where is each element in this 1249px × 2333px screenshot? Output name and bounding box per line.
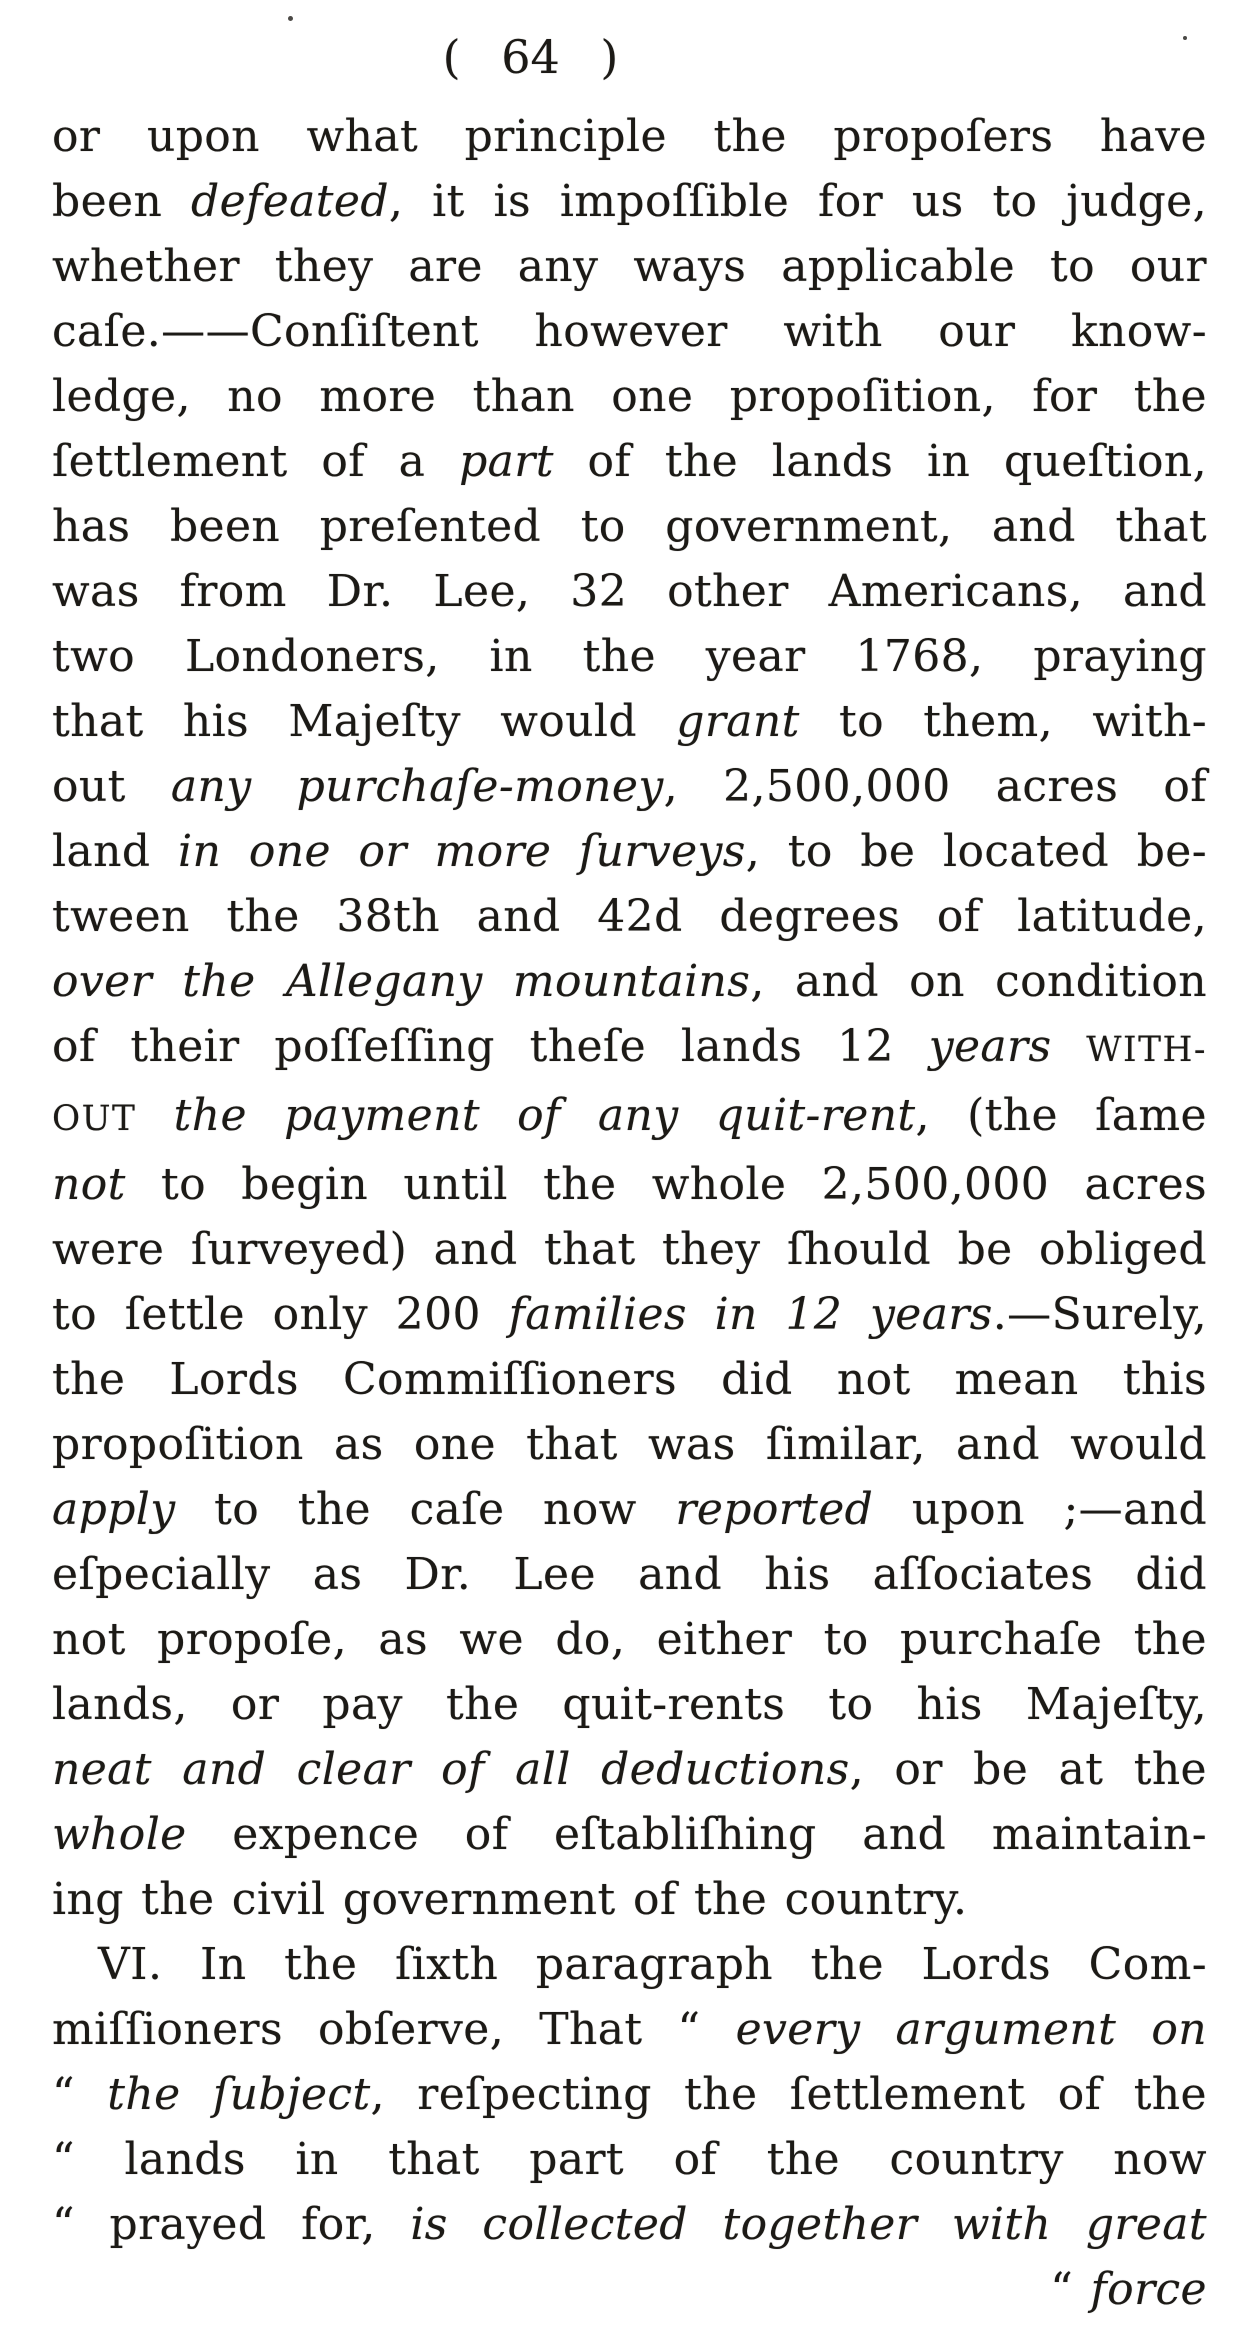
text-segment-normal: not propoſe, as we do, either to purchaſe the (52, 1614, 1207, 1665)
text-segment-normal: ing the civil government of the country. (52, 1874, 968, 1925)
text-segment-italic: in one or more ſurveys (178, 826, 746, 877)
text-segment-normal: to ſettle only 200 (52, 1289, 509, 1340)
text-segment-normal: .—Surely, (992, 1289, 1207, 1340)
text-segment-italic: any purchaſe-money (170, 761, 664, 812)
text-line (52, 1083, 1207, 1152)
text-segment-smallcaps: WITH- (1086, 1030, 1208, 1070)
text-line (52, 364, 1207, 429)
text-segment-normal: two Londoners, in the year 1768, praying (52, 631, 1207, 682)
text-segment-italic: is collected together with great (410, 2199, 1207, 2250)
text-segment-normal: eſpecially as Dr. Lee and his aſſociates did (52, 1549, 1207, 1600)
text-line (52, 299, 1207, 364)
text-line (52, 1152, 1207, 1217)
text-line (52, 819, 1207, 884)
text-segment-normal: , and on condition (750, 956, 1207, 1007)
text-segment-normal: VI. In the ſixth paragraph the Lords Com- (98, 1939, 1207, 1990)
text-segment-italic: defeated (191, 176, 389, 227)
text-segment-normal: , it is impoſſible for us to judge, (388, 176, 1207, 227)
text-line (52, 1997, 1207, 2062)
text-line (52, 1217, 1207, 1282)
text-segment-normal: , 2,500,000 acres of (663, 761, 1207, 812)
text-segment-normal: were ſurveyed) and that they ſhould be obliged (52, 1224, 1207, 1275)
text-line (52, 689, 1207, 754)
text-line (52, 2127, 1207, 2192)
text-line (52, 1542, 1207, 1607)
text-segment-normal: expence of eſtabliſhing and maintain- (186, 1809, 1207, 1860)
text-segment-italic: years (928, 1021, 1052, 1072)
text-line (52, 1737, 1207, 1802)
text-segment-normal: , reſpecting the ſettlement of the (370, 2069, 1207, 2120)
text-block (0, 104, 1249, 2322)
text-line (52, 1477, 1207, 1542)
text-segment-normal: , (the ſame (915, 1090, 1207, 1141)
text-segment-normal: propoſition as one that was ſimilar, and would (52, 1419, 1207, 1470)
text-segment-normal: , to be located be- (745, 826, 1208, 877)
text-segment-italic: neat and clear of all deductions (52, 1744, 850, 1795)
text-segment-normal: whether they are any ways applicable to our (52, 241, 1207, 292)
text-segment-normal: has been preſented to government, and that (52, 501, 1207, 552)
catchword-line (52, 2257, 1207, 2322)
text-segment-normal: to them, with- (799, 696, 1207, 747)
text-segment-normal: ledge, no more than one propoſition, for the (52, 371, 1207, 422)
text-segment-normal: land (52, 826, 179, 877)
text-line (52, 2062, 1207, 2127)
text-segment-normal: miſſioners obſerve, That “ (52, 2004, 736, 2055)
text-line (52, 1867, 1207, 1932)
text-segment-italic: the payment of any quit-rent (173, 1090, 916, 1141)
text-line (52, 104, 1207, 169)
text-segment-italic: not (52, 1159, 126, 1210)
text-line (52, 1607, 1207, 1672)
text-segment-italic: part (459, 436, 554, 487)
text-segment-normal (136, 1090, 173, 1141)
text-line (52, 1412, 1207, 1477)
text-segment-normal: , or be at the (849, 1744, 1207, 1795)
text-segment-italic: families in 12 years (508, 1289, 993, 1340)
text-segment-normal: that his Majeſty would (52, 696, 677, 747)
text-line (52, 559, 1207, 624)
text-segment-normal: to begin until the whole 2,500,000 acres (125, 1159, 1207, 1210)
text-line (52, 624, 1207, 689)
text-segment-normal: out (52, 761, 171, 812)
text-line (52, 1932, 1207, 1997)
text-line (52, 169, 1207, 234)
text-segment-italic: apply (52, 1484, 176, 1535)
text-segment-smallcaps: OUT (52, 1099, 137, 1139)
text-segment-normal: was from Dr. Lee, 32 other Americans, and (52, 566, 1207, 617)
text-segment-normal: “ (52, 2069, 108, 2120)
text-line (52, 1802, 1207, 1867)
text-segment-italic: grant (676, 696, 800, 747)
text-segment-normal: ſettlement of a (52, 436, 460, 487)
text-line (52, 429, 1207, 494)
text-segment-normal: lands, or pay the quit-rents to his Majeſty, (52, 1679, 1207, 1730)
text-segment-italic: whole (52, 1809, 187, 1860)
text-segment-normal: to the caſe now (175, 1484, 676, 1535)
text-segment-normal: upon ;—and (873, 1484, 1208, 1535)
text-segment-normal: or upon what principle the propoſers have (52, 111, 1207, 162)
text-segment-italic: over the Allegany mountains (52, 956, 751, 1007)
text-segment-italic: the ſubject (107, 2069, 371, 2120)
text-segment-normal: “ prayed for, (52, 2199, 411, 2250)
text-line (52, 949, 1207, 1014)
text-segment-normal: of the lands in queſtion, (553, 436, 1207, 487)
text-segment-normal: “ lands in that part of the country now (52, 2134, 1207, 2185)
text-segment-normal: caſe.——Conſiſtent however with our know- (52, 306, 1207, 357)
text-line (52, 1672, 1207, 1737)
text-segment-normal: been (52, 176, 192, 227)
text-line (52, 2192, 1207, 2257)
text-segment-italic: reported (675, 1484, 874, 1535)
text-segment-normal: the Lords Commiſſioners did not mean this (52, 1354, 1207, 1405)
text-segment-normal: of their poſſeſſing theſe lands 12 (52, 1021, 929, 1072)
text-line (52, 494, 1207, 559)
text-segment-italic: force (1090, 2264, 1207, 2315)
text-line (52, 1347, 1207, 1412)
text-line (52, 234, 1207, 299)
page-number-header: ( 64 ) (442, 30, 619, 84)
text-line (52, 1282, 1207, 1347)
text-segment-normal (1051, 1021, 1086, 1072)
text-line (52, 754, 1207, 819)
text-segment-normal: “ (1050, 2264, 1091, 2315)
text-line (52, 1014, 1207, 1083)
text-line (52, 884, 1207, 949)
text-segment-normal: tween the 38th and 42d degrees of latitude, (52, 891, 1207, 942)
text-segment-italic: every argument on (735, 2004, 1207, 2055)
